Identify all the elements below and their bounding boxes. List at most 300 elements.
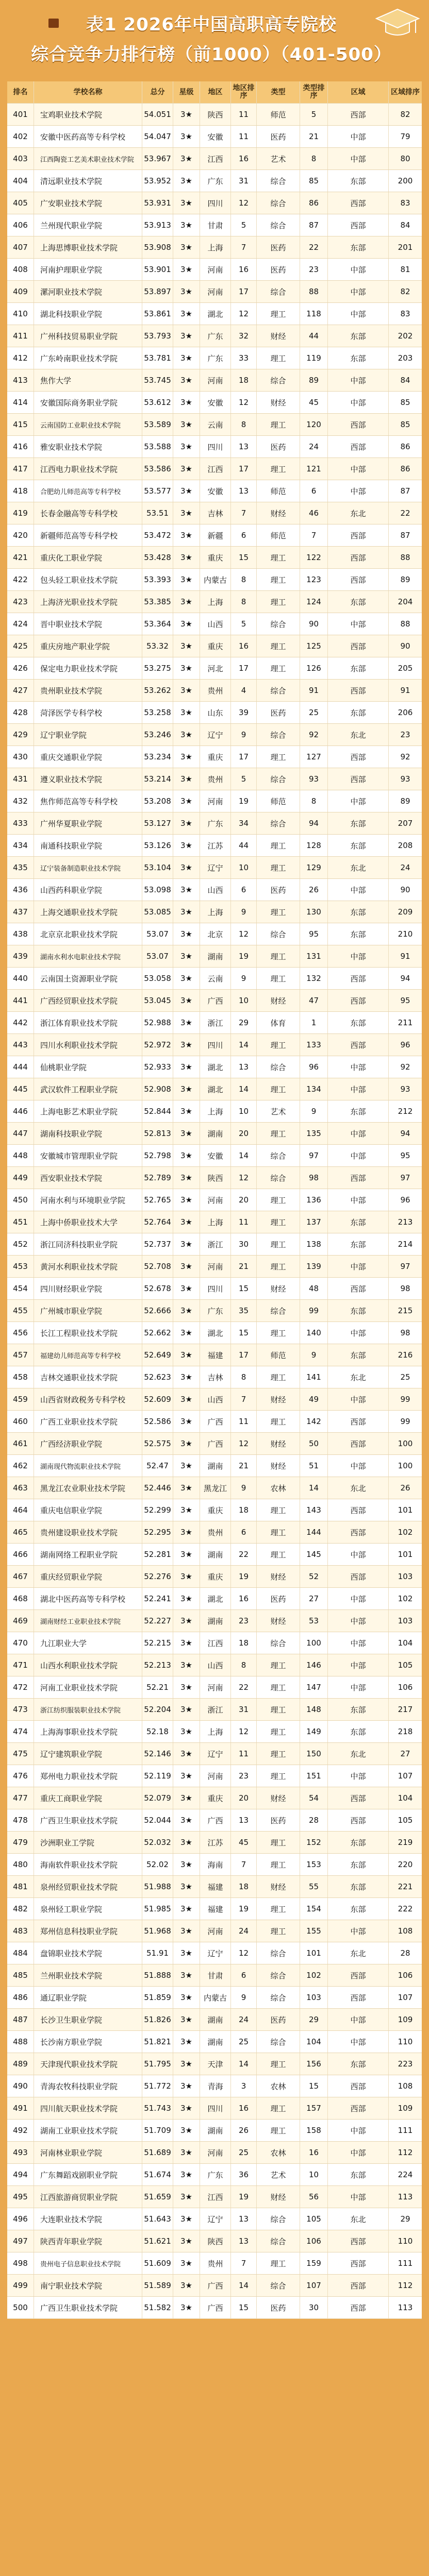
school-name-cell: 湖南水利水电职业技术学院	[34, 945, 142, 967]
area-rank-cell: 29	[400, 2214, 410, 2224]
area-rank-cell: 97	[400, 1262, 410, 1271]
area-cell: 中部	[328, 1544, 389, 1565]
table-row	[7, 1388, 422, 1411]
school-name-cell: 长江工程职业技术学院	[34, 1322, 142, 1344]
school-name-cell: 贵州职业技术学院	[34, 680, 142, 701]
type-rank-cell: 138	[300, 1233, 328, 1255]
region-rank-cell: 8	[231, 414, 257, 435]
type-cell: 综合	[257, 1056, 300, 1078]
area-cell: 西部	[328, 1987, 389, 2008]
school-name-cell: 四川水利职业技术学院	[34, 1034, 142, 1056]
school-name-cell: 长沙卫生职业学院	[34, 2009, 142, 2030]
star-cell: 3★	[173, 1012, 200, 1033]
table-row	[7, 2275, 422, 2297]
region-cell: 重庆	[200, 1787, 231, 1809]
area-rank-cell: 79	[400, 132, 410, 141]
score-cell: 53.897	[142, 281, 173, 302]
region-rank-cell: 14	[231, 1145, 257, 1166]
table-row	[7, 1588, 422, 1610]
area-rank-cell: 84	[400, 376, 410, 385]
school-name-cell: 郑州电力职业技术学院	[34, 1765, 142, 1787]
rank-cell: 444	[7, 1056, 34, 1078]
score-cell: 53.364	[142, 613, 173, 635]
region-rank-cell: 12	[231, 1167, 257, 1189]
type-cell: 理工	[257, 1366, 300, 1388]
type-cell: 艺术	[257, 1100, 300, 1122]
star-cell: 3★	[173, 1433, 200, 1454]
rank-cell: 452	[7, 1233, 34, 1255]
region-rank-cell: 12	[231, 1721, 257, 1742]
type-cell: 综合	[257, 923, 300, 945]
region-cell: 河南	[200, 2142, 231, 2163]
school-name-cell: 湖北中医药高等专科学校	[34, 1588, 142, 1609]
area-rank-cell: 81	[400, 265, 410, 274]
rank-cell: 430	[7, 746, 34, 768]
region-rank-cell: 11	[231, 1411, 257, 1432]
area-rank-cell: 206	[398, 708, 413, 717]
rank-cell: 418	[7, 480, 34, 502]
type-cell: 农林	[257, 2142, 300, 2163]
region-cell: 安徽	[200, 480, 231, 502]
area-rank-cell: 87	[400, 486, 410, 496]
score-cell: 52.215	[142, 1632, 173, 1654]
region-cell: 广东	[200, 2164, 231, 2185]
score-cell: 51.689	[142, 2142, 173, 2163]
area-rank-cell: 22	[400, 509, 410, 518]
region-cell: 江西	[200, 1632, 231, 1654]
rank-cell: 438	[7, 923, 34, 945]
score-cell: 52.662	[142, 1322, 173, 1344]
star-cell: 3★	[173, 547, 200, 568]
star-cell: 3★	[173, 1610, 200, 1632]
type-cell: 财经	[257, 325, 300, 347]
area-rank-cell: 102	[398, 1594, 413, 1603]
area-cell: 西部	[328, 746, 389, 768]
school-name-cell: 九江职业大学	[34, 1632, 142, 1654]
region-cell: 福建	[200, 1876, 231, 1897]
region-cell: 广西	[200, 1411, 231, 1432]
table-row	[7, 1765, 422, 1787]
area-cell: 中部	[328, 1765, 389, 1787]
table-row	[7, 1012, 422, 1034]
table-row	[7, 502, 422, 524]
area-cell: 中部	[328, 303, 389, 325]
region-rank-cell: 16	[231, 635, 257, 657]
school-name-cell: 清远职业技术学院	[34, 170, 142, 192]
star-cell: 3★	[173, 1256, 200, 1277]
type-rank-cell: 25	[300, 702, 328, 723]
score-cell: 53.234	[142, 746, 173, 768]
star-cell: 3★	[173, 524, 200, 546]
area-cell: 东北	[328, 857, 389, 878]
rank-cell: 411	[7, 325, 34, 347]
type-rank-cell: 16	[300, 2142, 328, 2163]
area-cell: 西部	[328, 1521, 389, 1543]
star-cell: 3★	[173, 2053, 200, 2075]
table-row	[7, 746, 422, 768]
area-rank-cell: 211	[398, 1018, 413, 1027]
col-header-score: 总分	[142, 81, 173, 103]
area-cell: 西部	[328, 547, 389, 568]
rank-cell: 480	[7, 1854, 34, 1875]
score-cell: 52.764	[142, 1211, 173, 1233]
type-rank-cell: 139	[300, 1256, 328, 1277]
region-rank-cell: 7	[231, 502, 257, 524]
table-row	[7, 2120, 422, 2142]
region-rank-cell: 30	[231, 1233, 257, 1255]
area-rank-cell: 88	[400, 553, 410, 562]
school-name-cell: 山西省财政税务专科学校	[34, 1388, 142, 1410]
area-cell: 中部	[328, 1610, 389, 1632]
table-row	[7, 1056, 422, 1078]
area-rank-cell: 24	[400, 863, 410, 872]
table-row	[7, 945, 422, 968]
star-cell: 3★	[173, 2142, 200, 2163]
rank-cell: 483	[7, 1920, 34, 1942]
school-name-cell: 辽宁装备制造职业技术学院	[34, 857, 142, 878]
region-rank-cell: 15	[231, 2297, 257, 2318]
type-cell: 综合	[257, 192, 300, 214]
region-cell: 河南	[200, 790, 231, 812]
col-header-area: 区域	[328, 81, 389, 103]
area-cell: 西部	[328, 1278, 389, 1299]
type-rank-cell: 44	[300, 325, 328, 347]
type-rank-cell: 147	[300, 1676, 328, 1698]
area-rank-cell: 86	[400, 442, 410, 451]
area-rank-cell: 112	[398, 2281, 413, 2290]
area-rank-cell: 92	[400, 752, 410, 761]
table-row	[7, 613, 422, 635]
score-cell: 51.674	[142, 2164, 173, 2185]
area-cell: 西部	[328, 1034, 389, 1056]
area-cell: 西部	[328, 2275, 389, 2296]
star-cell: 3★	[173, 1832, 200, 1853]
table-row	[7, 1942, 422, 1964]
table-row	[7, 591, 422, 613]
area-cell: 中部	[328, 1676, 389, 1698]
score-cell: 52.21	[142, 1676, 173, 1698]
area-cell: 东北	[328, 1366, 389, 1388]
table-row	[7, 569, 422, 591]
type-rank-cell: 128	[300, 835, 328, 856]
rank-cell: 419	[7, 502, 34, 524]
star-cell: 3★	[173, 502, 200, 524]
region-rank-cell: 13	[231, 436, 257, 457]
area-rank-cell: 215	[398, 1306, 413, 1315]
area-rank-cell: 99	[400, 1395, 410, 1404]
region-rank-cell: 7	[231, 1388, 257, 1410]
score-cell: 52.227	[142, 1610, 173, 1632]
region-rank-cell: 14	[231, 2275, 257, 2296]
area-rank-cell: 94	[400, 974, 410, 983]
type-rank-cell: 126	[300, 657, 328, 679]
type-cell: 财经	[257, 1566, 300, 1587]
type-rank-cell: 85	[300, 170, 328, 192]
table-row	[7, 635, 422, 657]
region-cell: 山东	[200, 702, 231, 723]
table-row	[7, 414, 422, 436]
table-row	[7, 1455, 422, 1477]
region-cell: 广东	[200, 170, 231, 192]
page-title: 表1 2026年中国高职高专院校	[86, 14, 337, 35]
table-row	[7, 1743, 422, 1765]
area-cell: 西部	[328, 1787, 389, 1809]
area-cell: 东部	[328, 2053, 389, 2075]
type-rank-cell: 133	[300, 1034, 328, 1056]
area-cell: 东部	[328, 657, 389, 679]
rank-cell: 429	[7, 724, 34, 745]
region-rank-cell: 9	[231, 724, 257, 745]
area-cell: 东部	[328, 1854, 389, 1875]
type-cell: 财经	[257, 1278, 300, 1299]
school-name-cell: 广西经济职业学院	[34, 1433, 142, 1454]
star-cell: 3★	[173, 2075, 200, 2097]
region-cell: 云南	[200, 414, 231, 435]
type-cell: 师范	[257, 524, 300, 546]
area-cell: 中部	[328, 2031, 389, 2053]
score-cell: 53.126	[142, 835, 173, 856]
area-rank-cell: 214	[398, 1240, 413, 1249]
school-name-cell: 北京京北职业技术学院	[34, 923, 142, 945]
star-cell: 3★	[173, 2120, 200, 2141]
type-cell: 理工	[257, 1699, 300, 1720]
star-cell: 3★	[173, 1455, 200, 1477]
type-rank-cell: 130	[300, 901, 328, 923]
school-name-cell: 湖南网络工程职业学院	[34, 1544, 142, 1565]
area-cell: 中部	[328, 458, 389, 480]
rank-cell: 469	[7, 1610, 34, 1632]
type-cell: 财经	[257, 990, 300, 1011]
school-name-cell: 广安职业技术学院	[34, 192, 142, 214]
region-rank-cell: 25	[231, 2142, 257, 2163]
region-rank-cell: 14	[231, 1034, 257, 1056]
region-rank-cell: 10	[231, 857, 257, 878]
region-rank-cell: 33	[231, 347, 257, 369]
star-cell: 3★	[173, 1566, 200, 1587]
area-cell: 西部	[328, 968, 389, 989]
school-name-cell: 宝鸡职业技术学院	[34, 104, 142, 125]
area-rank-cell: 85	[400, 420, 410, 429]
area-cell: 东部	[328, 591, 389, 613]
table-row	[7, 1854, 422, 1876]
score-cell: 53.058	[142, 968, 173, 989]
region-cell: 广西	[200, 1433, 231, 1454]
type-cell: 财经	[257, 1455, 300, 1477]
type-rank-cell: 154	[300, 1898, 328, 1920]
star-cell: 3★	[173, 303, 200, 325]
star-cell: 3★	[173, 236, 200, 258]
type-rank-cell: 157	[300, 2097, 328, 2119]
region-rank-cell: 19	[231, 790, 257, 812]
col-header-type-rank: 类型排序	[300, 81, 328, 103]
region-rank-cell: 39	[231, 702, 257, 723]
region-cell: 北京	[200, 923, 231, 945]
score-cell: 52.972	[142, 1034, 173, 1056]
area-rank-cell: 113	[398, 2192, 413, 2201]
type-rank-cell: 8	[300, 148, 328, 170]
star-cell: 3★	[173, 458, 200, 480]
score-cell: 53.428	[142, 547, 173, 568]
col-header-region: 地区	[200, 81, 231, 103]
rank-cell: 448	[7, 1145, 34, 1166]
region-rank-cell: 17	[231, 657, 257, 679]
score-cell: 52.933	[142, 1056, 173, 1078]
region-cell: 吉林	[200, 1366, 231, 1388]
region-cell: 广东	[200, 812, 231, 834]
type-rank-cell: 15	[300, 2075, 328, 2097]
rank-cell: 463	[7, 1477, 34, 1499]
area-rank-cell: 109	[398, 2015, 413, 2024]
school-name-cell: 河南工业职业技术学院	[34, 1676, 142, 1698]
school-name-cell: 山西药科职业学院	[34, 879, 142, 901]
region-rank-cell: 14	[231, 2053, 257, 2075]
area-cell: 东部	[328, 1832, 389, 1853]
region-rank-cell: 19	[231, 945, 257, 967]
score-cell: 52.844	[142, 1100, 173, 1122]
area-rank-cell: 224	[398, 2170, 413, 2179]
type-rank-cell: 146	[300, 1654, 328, 1676]
type-rank-cell: 8	[300, 790, 328, 812]
area-rank-cell: 108	[398, 2081, 413, 2091]
score-cell: 53.793	[142, 325, 173, 347]
type-cell: 综合	[257, 724, 300, 745]
rank-cell: 481	[7, 1876, 34, 1897]
star-cell: 3★	[173, 214, 200, 236]
area-cell: 西部	[328, 192, 389, 214]
score-cell: 53.258	[142, 702, 173, 723]
school-name-cell: 保定电力职业技术学院	[34, 657, 142, 679]
region-cell: 内蒙古	[200, 1987, 231, 2008]
rank-cell: 407	[7, 236, 34, 258]
area-rank-cell: 96	[400, 1040, 410, 1049]
score-cell: 51.772	[142, 2075, 173, 2097]
school-name-cell: 广州华夏职业学院	[34, 812, 142, 834]
table-row	[7, 968, 422, 990]
score-cell: 51.582	[142, 2297, 173, 2318]
region-cell: 湖南	[200, 1610, 231, 1632]
rank-cell: 405	[7, 192, 34, 214]
star-cell: 3★	[173, 1987, 200, 2008]
type-rank-cell: 119	[300, 347, 328, 369]
region-rank-cell: 17	[231, 458, 257, 480]
school-name-cell: 雅安职业技术学院	[34, 436, 142, 457]
score-cell: 53.612	[142, 392, 173, 413]
area-cell: 西部	[328, 436, 389, 457]
region-rank-cell: 18	[231, 369, 257, 391]
table-row	[7, 1477, 422, 1499]
score-cell: 51.709	[142, 2120, 173, 2141]
region-rank-cell: 7	[231, 236, 257, 258]
area-cell: 西部	[328, 1809, 389, 1831]
star-cell: 3★	[173, 1477, 200, 1499]
score-cell: 53.214	[142, 768, 173, 790]
region-rank-cell: 44	[231, 835, 257, 856]
area-cell: 东部	[328, 1012, 389, 1033]
rank-cell: 449	[7, 1167, 34, 1189]
score-cell: 52.044	[142, 1809, 173, 1831]
school-name-cell: 兰州现代职业学院	[34, 214, 142, 236]
region-cell: 湖北	[200, 1056, 231, 1078]
school-name-cell: 大连职业技术学院	[34, 2208, 142, 2230]
star-cell: 3★	[173, 281, 200, 302]
table-row	[7, 1654, 422, 1676]
area-rank-cell: 27	[400, 1749, 410, 1758]
school-name-cell: 广西经贸职业技术学院	[34, 990, 142, 1011]
region-rank-cell: 16	[231, 1588, 257, 1609]
region-cell: 四川	[200, 1034, 231, 1056]
school-name-cell: 广东岭南职业技术学院	[34, 347, 142, 369]
table-row	[7, 303, 422, 325]
region-cell: 吉林	[200, 502, 231, 524]
type-rank-cell: 5	[300, 104, 328, 125]
score-cell: 53.913	[142, 214, 173, 236]
score-cell: 52.737	[142, 1233, 173, 1255]
area-cell: 东部	[328, 835, 389, 856]
area-rank-cell: 110	[398, 2037, 413, 2046]
area-rank-cell: 23	[400, 730, 410, 739]
area-cell: 东部	[328, 170, 389, 192]
region-rank-cell: 8	[231, 591, 257, 613]
score-cell: 52.281	[142, 1544, 173, 1565]
table-row	[7, 1699, 422, 1721]
rank-cell: 455	[7, 1300, 34, 1321]
star-cell: 3★	[173, 990, 200, 1011]
type-cell: 理工	[257, 1721, 300, 1742]
type-rank-cell: 145	[300, 1544, 328, 1565]
rank-cell: 464	[7, 1499, 34, 1521]
star-cell: 3★	[173, 2275, 200, 2296]
area-cell: 东部	[328, 1876, 389, 1897]
region-cell: 湖北	[200, 1322, 231, 1344]
type-cell: 师范	[257, 104, 300, 125]
table-row	[7, 1544, 422, 1566]
type-rank-cell: 23	[300, 259, 328, 280]
area-cell: 西部	[328, 1499, 389, 1521]
area-rank-cell: 220	[398, 1860, 413, 1869]
region-rank-cell: 4	[231, 680, 257, 701]
area-rank-cell: 101	[398, 1505, 413, 1515]
area-cell: 中部	[328, 1632, 389, 1654]
star-cell: 3★	[173, 1699, 200, 1720]
region-cell: 湖南	[200, 2031, 231, 2053]
table-header-row	[7, 81, 422, 104]
region-cell: 安徽	[200, 126, 231, 147]
type-rank-cell: 125	[300, 635, 328, 657]
score-cell: 53.472	[142, 524, 173, 546]
area-cell: 东部	[328, 1211, 389, 1233]
star-cell: 3★	[173, 1787, 200, 1809]
type-rank-cell: 26	[300, 879, 328, 901]
type-rank-cell: 127	[300, 746, 328, 768]
region-rank-cell: 26	[231, 2120, 257, 2141]
score-cell: 53.901	[142, 259, 173, 280]
area-cell: 中部	[328, 2120, 389, 2141]
rank-cell: 489	[7, 2053, 34, 2075]
rank-cell: 442	[7, 1012, 34, 1033]
score-cell: 51.643	[142, 2208, 173, 2230]
type-cell: 理工	[257, 569, 300, 590]
table-row	[7, 1876, 422, 1898]
table-row	[7, 835, 422, 857]
type-cell: 师范	[257, 790, 300, 812]
region-cell: 河南	[200, 1765, 231, 1787]
region-rank-cell: 20	[231, 1189, 257, 1211]
score-cell: 53.952	[142, 170, 173, 192]
school-name-cell: 漯河职业技术学院	[34, 281, 142, 302]
region-rank-cell: 6	[231, 1964, 257, 1986]
table-row	[7, 480, 422, 502]
school-name-cell: 安徽城市管理职业学院	[34, 1145, 142, 1166]
